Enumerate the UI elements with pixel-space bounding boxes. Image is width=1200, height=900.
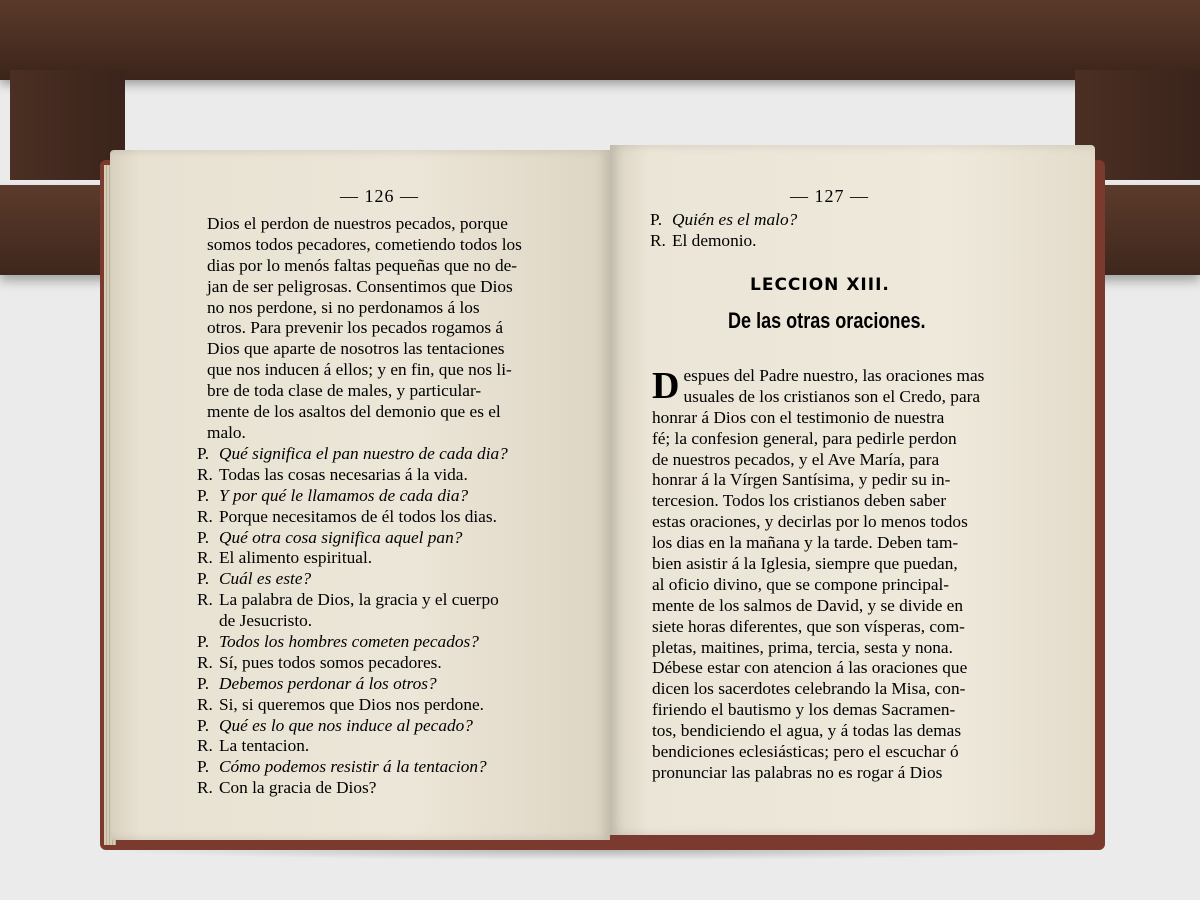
right-page-questions [650,210,797,252]
question-text: Cómo podemos resistir á la tentacion? [219,757,487,777]
paragraph-line: malo. [207,422,246,442]
right-page-number: — 127 — [790,186,869,206]
body-line: firiendo el bautismo y los demas Sacramen- [652,700,956,720]
body-line: los dias en la mañana y la tarde. Deben tam- [652,533,959,553]
qa-mark: R. [650,230,666,250]
qa-line [197,736,508,757]
qa-mark: P. [197,632,210,652]
body-line: siete horas diferentes, que son vísperas, com- [652,616,965,636]
answer-text: El alimento espiritual. [219,548,373,568]
qa-line [197,632,508,653]
lesson-body [652,366,1022,784]
qa-mark: P. [197,715,210,735]
body-line: tercesion. Todos los cristianos deben saber [652,491,947,511]
qa-mark: R. [197,464,213,484]
answer-text: de Jesucristo. [219,611,313,631]
answer-text: Si, si queremos que Dios nos perdone. [219,694,484,714]
answer-text: Todas las cosas necesarias á la vida. [219,464,468,484]
qa-line [197,569,508,590]
paragraph-line: que nos inducen á ellos; y en fin, que nos li- [207,360,512,380]
qa-line [197,528,508,549]
qa-line [197,674,508,695]
qa-line [197,548,508,569]
qa-mark: P. [197,757,210,777]
qa-line [197,444,508,465]
question-text: Cuál es este? [219,569,312,589]
question-text: Qué es lo que nos induce al pecado? [219,715,473,735]
paragraph-line: no nos perdone, si no perdonamos á los [207,297,480,317]
left-page-paragraph [207,214,522,444]
qa-line [197,778,508,799]
body-line: Débese estar con atencion á las oraciones que [652,658,968,678]
body-line: pletas, maitines, prima, tercia, sesta y nona. [652,637,953,657]
qa-line [197,507,508,528]
body-line: bendiciones eclesiásticas; pero el escuchar ó [652,742,959,762]
paragraph-line: jan de ser peligrosas. Consentimos que Dios [207,276,513,296]
qa-line [197,716,508,737]
body-line: dicen los sacerdotes celebrando la Misa, con- [652,679,966,699]
qa-line [197,695,508,716]
lesson-title: De las otras oraciones. [728,308,926,333]
qa-mark: P. [650,210,663,229]
qa-mark: R. [197,548,213,568]
qa-mark: R. [197,694,213,714]
paragraph-line: dias por lo menós faltas pequeñas que no de- [207,255,518,275]
body-line: usuales de los cristianos son el Credo, para [683,386,981,406]
question-text: Qué otra cosa significa aquel pan? [219,527,463,547]
qa-line [650,231,797,252]
paragraph-line: otros. Para prevenir los pecados rogamos á [207,318,504,338]
paragraph-line: Dios el perdon de nuestros pecados, porque [207,214,508,233]
qa-line [197,653,508,674]
body-line: mente de los salmos de David, y se divide en [652,595,963,615]
body-line: estas oraciones, y decirlas por lo menos todos [652,512,968,532]
paragraph-line: Dios que aparte de nosotros las tentaciones [207,339,505,359]
question-text: Todos los hombres cometen pecados? [219,632,479,652]
question-text: Debemos perdonar á los otros? [219,673,437,693]
body-line: bien asistir á la Iglesia, siempre que puedan, [652,554,958,574]
lesson-number: LECCION XIII. [750,275,890,295]
qa-mark: R. [197,736,213,756]
answer-text: Sí, pues todos somos pecadores. [219,652,442,672]
body-line: al oficio divino, que se compone principal- [652,574,950,594]
paragraph-line: mente de los asaltos del demonio que es el [207,402,501,422]
answer-text: La tentacion. [219,736,310,756]
answer-text: Con la gracia de Dios? [219,778,377,798]
question-text: Qué significa el pan nuestro de cada dia? [219,444,508,463]
qa-mark: P. [197,444,210,463]
body-line: honrar á la Vírgen Santísima, y pedir su in- [652,470,951,490]
answer-text: El demonio. [672,230,757,250]
qa-mark: R. [197,590,213,610]
qa-line [197,486,508,507]
question-text: Y por qué le llamamos de cada dia? [219,485,469,505]
left-page-questions [197,444,508,799]
drop-cap: D [652,365,680,407]
body-line: honrar á Dios con el testimonio de nuestra [652,407,945,427]
qa-mark: P. [197,485,210,505]
left-page-number: — 126 — [340,186,419,206]
qa-mark: P. [197,527,210,547]
qa-mark: P. [197,569,210,589]
paragraph-line: somos todos pecadores, cometiendo todos los [207,234,522,254]
qa-mark: R. [197,778,213,798]
answer-text: Porque necesitamos de él todos los dias. [219,506,497,526]
qa-mark: R. [197,652,213,672]
qa-mark: P. [197,673,210,693]
qa-mark: R. [197,506,213,526]
body-line: de nuestros pecados, y el Ave María, para [652,449,940,469]
body-line: espues del Padre nuestro, las oraciones mas [683,366,985,385]
body-line: tos, bendiciendo el agua, y á todas las demas [652,721,962,741]
qa-line [197,465,508,486]
question-text: Quién es el malo? [672,210,798,229]
answer-text: La palabra de Dios, la gracia y el cuerpo [219,590,499,610]
qa-line [650,210,797,231]
paragraph-line: bre de toda clase de males, y particular- [207,381,482,401]
qa-line [197,611,508,632]
body-line: pronunciar las palabras no es rogar á Dios [652,762,943,782]
qa-line [197,590,508,611]
qa-line [197,757,508,778]
wooden-stand-top [0,0,1200,80]
body-line: fé; la confesion general, para pedirle perdon [652,428,957,448]
